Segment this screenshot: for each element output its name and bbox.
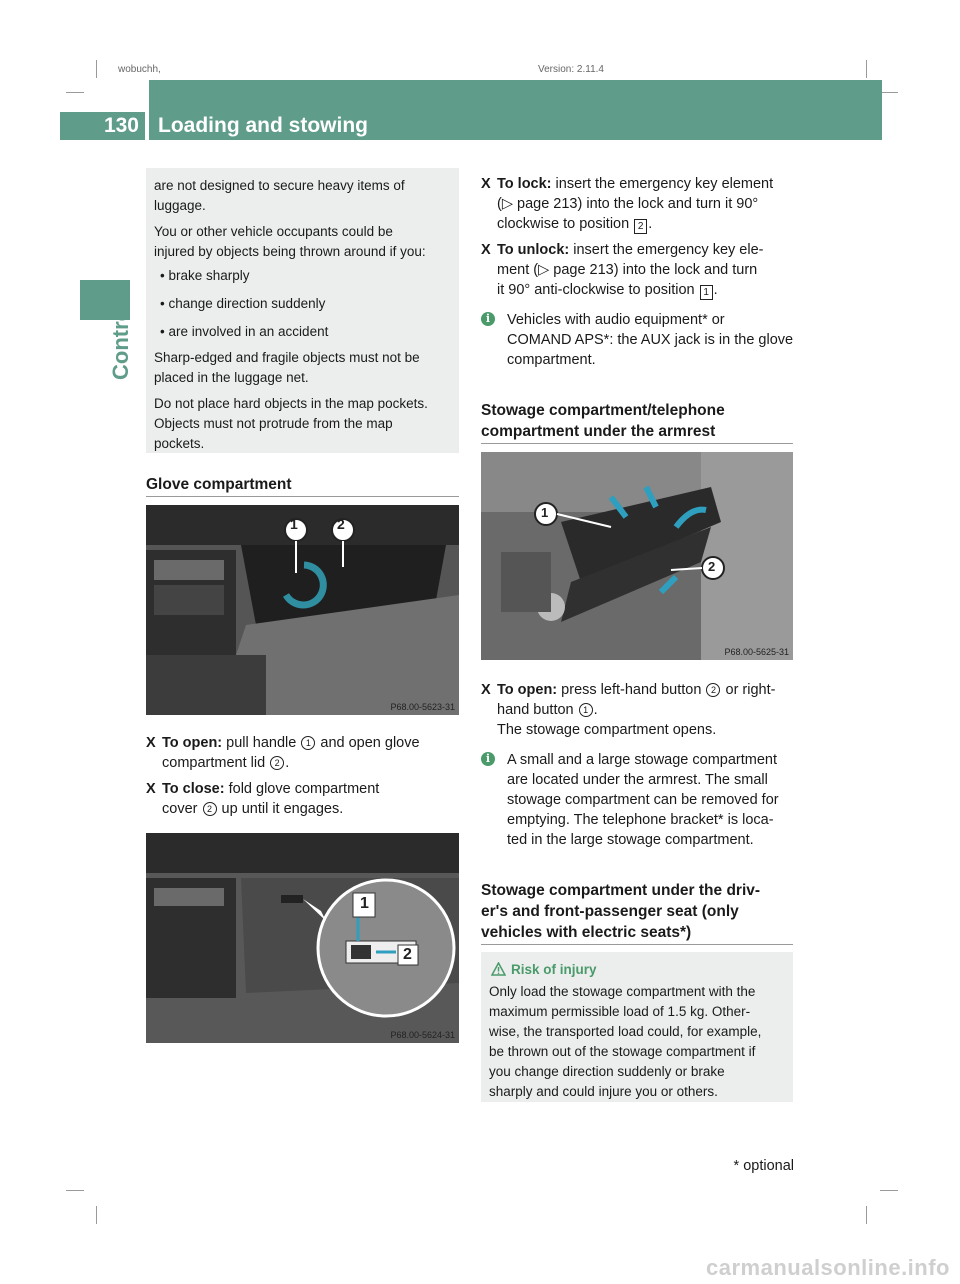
- warning-triangle-icon: [491, 962, 506, 976]
- risk-line: be thrown out of the stowage compartment if: [489, 1044, 756, 1059]
- step-open-armrest: X To open: press left-hand button 2 or right- hand button 1 . The stowage compartment opens.: [481, 682, 776, 738]
- risk-line: wise, the transported load could, for example,: [489, 1024, 762, 1039]
- lock-instructions: [481, 174, 795, 370]
- risk-box: [481, 952, 793, 1102]
- meta-right: Version: 2.11.4: [538, 64, 604, 75]
- warning-line: luggage.: [154, 198, 206, 213]
- warning-bullet: • change direction suddenly: [160, 296, 326, 311]
- warning-line: pockets.: [154, 436, 205, 451]
- risk-heading: Risk of injury: [489, 960, 787, 980]
- crop-mark: [66, 1190, 84, 1191]
- risk-line: Only load the stowage compartment with the: [489, 984, 756, 999]
- step-close: X To close: fold glove compartment cover 2 up until it engages.: [146, 781, 380, 817]
- step-lock: X To lock: insert the emergency key element (▷ page 213) into the lock and turn it 90° clockwise to position 2 .: [481, 176, 774, 232]
- callout-1: 1: [360, 895, 369, 912]
- page-number: 130: [60, 112, 145, 140]
- heading-rule: [481, 944, 793, 945]
- crop-mark: [96, 1206, 97, 1224]
- crop-mark: [96, 60, 97, 78]
- heading-rule: [146, 496, 459, 497]
- crop-mark: [866, 60, 867, 78]
- warning-bullet: • are involved in an accident: [160, 324, 329, 339]
- warning-line: Objects must not protrude from the map: [154, 416, 393, 431]
- meta-left: wobuchh,: [118, 64, 161, 75]
- warning-line: Sharp-edged and fragile objects must not be: [154, 350, 420, 365]
- heading-line: Stowage compartment/telephone: [481, 402, 725, 419]
- photo-caption: P68.00-5625-31: [724, 647, 789, 657]
- warning-line: placed in the luggage net.: [154, 370, 309, 385]
- info-note: i A small and a large stowage compartment are located under the armrest. The small stowage compartment can be removed for emptying. The telephone bracket* is loca- ted in the large stowage compartment.: [481, 750, 795, 850]
- crop-mark: [880, 92, 898, 93]
- warning-line: You or other vehicle occupants could be: [154, 224, 393, 239]
- risk-line: sharply and could injure you or others.: [489, 1084, 718, 1099]
- info-icon: i: [481, 752, 495, 766]
- heading-line: er's and front-passenger seat (only: [481, 903, 739, 920]
- warning-box: [146, 168, 459, 453]
- photo-caption: P68.00-5624-31: [390, 1030, 455, 1040]
- armrest-instructions: [481, 680, 795, 850]
- risk-line: maximum permissible load of 1.5 kg. Other-: [489, 1004, 751, 1019]
- crop-mark: [66, 92, 84, 93]
- heading-rule: [481, 443, 793, 444]
- warning-line: Do not place hard objects in the map pockets.: [154, 396, 428, 411]
- heading-line: Stowage compartment under the driv-: [481, 882, 761, 899]
- warning-line: are not designed to secure heavy items of: [154, 178, 405, 193]
- section-heading-armrest: [481, 400, 725, 442]
- info-icon: i: [481, 312, 495, 326]
- callout-2: 2: [403, 946, 412, 963]
- warning-line: injured by objects being thrown around if you:: [154, 244, 426, 259]
- photo-caption: P68.00-5623-31: [390, 702, 455, 712]
- crop-mark: [880, 1190, 898, 1191]
- side-section-label: Controls: [108, 289, 133, 380]
- section-heading-glove: Glove compartment: [146, 476, 292, 493]
- step-unlock: X To unlock: insert the emergency key ele- ment (▷ page 213) into the lock and turn it 90° anti-clockwise to position 1 .: [481, 242, 764, 298]
- glove-compartment-detail-photo: [146, 833, 459, 1043]
- footer-optional-note: * optional: [733, 1158, 794, 1174]
- callout-2: 2: [337, 516, 345, 532]
- callout-2: 2: [708, 559, 716, 574]
- risk-line: you change direction suddenly or brake: [489, 1064, 725, 1079]
- crop-mark: [866, 1206, 867, 1224]
- step-arrow-icon: X: [481, 242, 491, 258]
- section-heading-seat: [481, 880, 760, 943]
- heading-line: vehicles with electric seats*): [481, 924, 692, 941]
- warning-text: [154, 176, 453, 454]
- warning-bullet: • brake sharply: [160, 268, 250, 283]
- armrest-photo: [481, 452, 793, 660]
- page-title: Loading and stowing: [158, 114, 368, 137]
- info-note: i Vehicles with audio equipment* or COMAND APS*: the AUX jack is in the glove compartment.: [481, 310, 795, 370]
- step-arrow-icon: X: [481, 682, 491, 698]
- callout-1: 1: [290, 516, 298, 532]
- risk-text: [489, 982, 787, 1102]
- step-arrow-icon: X: [146, 735, 156, 751]
- watermark: carmanualsonline.info: [706, 1255, 950, 1280]
- step-arrow-icon: X: [146, 781, 156, 797]
- step-open: X To open: pull handle 1 and open glove compartment lid 2 .: [146, 735, 420, 771]
- heading-line: compartment under the armrest: [481, 423, 716, 440]
- callout-1: 1: [541, 505, 549, 520]
- glove-compartment-photo: [146, 505, 459, 715]
- glove-instructions: [146, 733, 459, 819]
- step-arrow-icon: X: [481, 176, 491, 192]
